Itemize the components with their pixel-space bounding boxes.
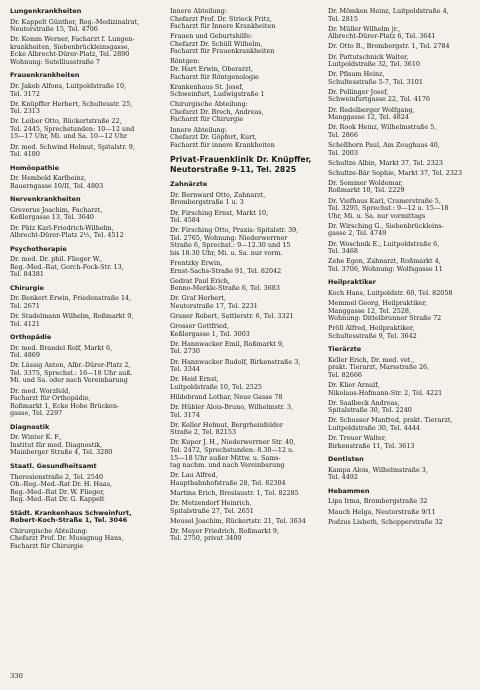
directory-entry xyxy=(170,192,320,207)
entry-line: Facharzt für Chirurgie xyxy=(10,541,84,550)
section-heading xyxy=(10,8,160,16)
directory-entry xyxy=(10,83,160,98)
directory-entry xyxy=(170,341,320,356)
section-subtitle: Robert-Koch-Straße 1, Tel. 3046 xyxy=(10,516,128,525)
entry-line: tag nachm. und nach Vereinbarung xyxy=(170,461,285,470)
entry-line: Keller Erich, Dr. med. vet., xyxy=(328,355,415,364)
entry-line: Dr. Jakob Alfons, Luitpoldstraße 10, xyxy=(10,81,127,90)
entry-line: Chefarzt Dr. Schüll Wilhelm, xyxy=(170,39,263,48)
entry-line: Dr. Pollinger Josef, xyxy=(328,87,389,96)
section-title: Psychotherapie xyxy=(10,244,67,253)
entry-line: Facharzt für Orthopädie, xyxy=(10,394,91,403)
entry-line: Tel. 2730 xyxy=(170,347,200,356)
entry-line: Tel. 3706, Wohnung: Wolfsgasse 11 xyxy=(328,264,443,273)
entry-line: Reg.-Med.-Rat Dr. W. Flieger, xyxy=(10,487,105,496)
entry-line: Chefarzt Dr. Göpfert, Kurt, xyxy=(170,133,257,142)
entry-line: Facharzt für Röntgenologie xyxy=(170,72,259,81)
entry-line: Roßmarkt 1, Ecke Hohe Brücken- xyxy=(10,401,120,410)
entry-line: Facharzt für Innere Krankheiten xyxy=(170,22,276,31)
entry-line: Schultze Albin, Markt 37, Tel. 2323 xyxy=(328,158,443,167)
entry-line: Dr. Redelberger Wolfgang, xyxy=(328,105,415,114)
entry-line: Neutorstraße 15, Tel. 4706 xyxy=(10,25,98,34)
directory-entry xyxy=(328,417,478,432)
section-title: Chirurgie xyxy=(10,283,44,292)
entry-line: Dr. Müller Wilhelm jr., xyxy=(328,24,401,33)
entry-line: Schellhorn Paul, Am Zeughaus 40, xyxy=(328,140,440,149)
section-title: Diagnostik xyxy=(10,422,50,431)
directory-entry xyxy=(10,175,160,190)
entry-line: Chirurgische Abteilung: xyxy=(10,526,88,535)
section-heading xyxy=(328,456,478,464)
entry-line: Manggasse 12, Tel. 4824 xyxy=(328,113,409,122)
entry-line: Dr. Graf Herbert, xyxy=(170,294,226,303)
column-left xyxy=(10,8,160,553)
section-heading xyxy=(170,155,320,174)
directory-entry xyxy=(10,118,160,141)
entry-line: Schultesstraße 5-7, Tel. 3101 xyxy=(328,77,423,86)
directory-entry xyxy=(328,400,478,415)
entry-line: Schweinfurt, Ludwigstraße 1 xyxy=(170,90,265,99)
section-heading xyxy=(328,488,478,496)
directory-entry xyxy=(170,422,320,437)
directory-entry xyxy=(170,101,320,124)
entry-line: Hauptbahnhofstraße 28, Tel. 82304 xyxy=(170,478,286,487)
section-heading xyxy=(10,510,160,525)
directory-entry xyxy=(328,435,478,450)
directory-entry xyxy=(328,382,478,397)
directory-entry xyxy=(170,404,320,419)
column-middle xyxy=(170,8,320,546)
entry-line: Tel. 84381 xyxy=(10,270,44,279)
section-title: Heilpraktiker xyxy=(328,278,376,287)
entry-line: Tel. 82666 xyxy=(328,370,362,379)
entry-line: Keßlergasse 13, Tel. 3640 xyxy=(10,213,94,222)
entry-line: Tel. 3174 xyxy=(170,410,200,419)
directory-entry xyxy=(170,518,320,526)
entry-line: Luitpoldstraße 32, Tel. 3610 xyxy=(328,60,420,69)
entry-line: Röntgen: xyxy=(170,57,200,66)
entry-line: Neutorstraße 17, Tel. 2231 xyxy=(170,301,258,310)
entry-line: Dr. Komm Werner, Facharzt f. Lungen- xyxy=(10,35,135,44)
entry-line: Grosser Gottfried, xyxy=(170,322,229,331)
entry-line: Tel. 2815 xyxy=(328,14,358,23)
directory-entry xyxy=(170,58,320,81)
entry-line: Bauerngasse 10/II, Tel. 4803 xyxy=(10,181,104,190)
directory-entry xyxy=(170,500,320,515)
directory-entry xyxy=(10,528,160,551)
entry-line: Krankenhaus St. Josef, xyxy=(170,82,244,91)
directory-entry xyxy=(328,107,478,122)
entry-line: Schultze-Bär Sophie, Markt 37, Tel. 2323 xyxy=(328,168,463,177)
entry-line: Roßmarkt 10, Tel. 2229 xyxy=(328,186,405,195)
entry-line: Pröll Alfred, Heilpraktiker, xyxy=(328,324,415,333)
entry-line: Dr. Winter K. F., xyxy=(10,433,62,442)
entry-line: Benno-Merkle-Straße 6, Tel. 3683 xyxy=(170,284,280,293)
entry-line: Tel. 3468 xyxy=(328,247,358,256)
page-number: 330 xyxy=(10,672,23,680)
entry-line: Dr. Kuper J. H., Niederwerrner Str. 40, xyxy=(170,438,296,447)
directory-entry xyxy=(170,260,320,275)
entry-line: Tel. 3344 xyxy=(170,365,200,374)
directory-entry xyxy=(328,467,478,482)
entry-line: Manggasse 12, Tel. 2528, xyxy=(328,306,411,315)
entry-line: Lipa Irma, Brombergstraße 32 xyxy=(328,497,428,506)
section-title: Städt. Krankenhaus Schweinfurt, xyxy=(10,508,132,517)
entry-line: Uhr, Mi. u. Sa. nur vormittags xyxy=(328,211,426,220)
directory-entry xyxy=(328,509,478,517)
entry-line: Tel. 3375, Sprechst.: 16—18 Uhr auß. xyxy=(10,368,133,377)
entry-line: Chefarzt Dr. Brech, Andreas, xyxy=(170,107,264,116)
entry-line: Dr. Pfisum Heinz, xyxy=(328,70,385,79)
entry-line: Tel. 2003 xyxy=(328,148,358,157)
directory-entry xyxy=(328,89,478,104)
directory-entry xyxy=(328,180,478,195)
entry-line: Mi. und Sa. oder nach Vereinbarung xyxy=(10,376,128,385)
entry-line: Dr. Sommer Woldemar, xyxy=(328,178,403,187)
entry-line: Straße 2, Tel. 82153 xyxy=(170,428,237,437)
entry-line: Reg.-Med.-Rat Dr. G. Kappelt xyxy=(10,495,105,504)
directory-entry xyxy=(170,295,320,310)
directory-entry xyxy=(328,357,478,380)
entry-line: Dr. Knüpffer Herbert, Schultesstr. 25, xyxy=(10,99,133,108)
entry-line: Dr. Treuer Walter, xyxy=(328,434,387,443)
entry-line: Spitalstraße 30, Tel. 2240 xyxy=(328,406,412,415)
entry-line: Ecke Albrecht-Dürer-Platz, Tel. 2890 xyxy=(10,50,130,59)
entry-line: Graner Robert, Sattlerstr. 6, Tel. 3321 xyxy=(170,312,294,321)
entry-line: Dr. Otto B., Brombergstr. 1, Tel. 2784 xyxy=(328,42,450,51)
entry-line: Dr. Pätz Karl-Friedrich-Wilhelm, xyxy=(10,223,114,232)
entry-line: Dr. Benkert Erwin, Friedenstraße 14, xyxy=(10,294,132,303)
entry-line: Dr. Hembold Karlheinz, xyxy=(10,174,87,183)
entry-line: Nikolaus-Hofmann-Str. 2, Tel. 4221 xyxy=(328,388,443,397)
entry-line: Greverus Joachim, Facharzt, xyxy=(10,205,103,214)
directory-entry xyxy=(328,241,478,256)
directory-entry xyxy=(170,394,320,402)
entry-line: prakt. Tierarzt, Marsstraße 26, xyxy=(328,363,430,372)
entry-line: Facharzt für Chirurgie xyxy=(170,115,244,124)
entry-line: Chefarzt Prof. Dr. Strieck Fritz, xyxy=(170,14,272,23)
entry-line: Dr. Leiber Otto, Rückertstraße 22, xyxy=(10,117,122,126)
section-subtitle: Neutorstraße 9-11, Tel. 2825 xyxy=(170,164,297,174)
entry-line: Dr. Klier Arnulf, xyxy=(328,381,380,390)
directory-entry xyxy=(10,295,160,310)
entry-line: Theresienstraße 2, Tel. 2540 xyxy=(10,472,104,481)
entry-line: Albrecht-Dürer-Platz 6, Tel. 3641 xyxy=(328,32,436,41)
directory-entry xyxy=(328,26,478,41)
entry-line: Dr. Hannwacker Rudolf, Birkenstraße 3, xyxy=(170,357,301,366)
entry-line: Dr. Mömken Heinz, Luitpoldstraße 4, xyxy=(328,7,449,15)
directory-entry xyxy=(328,160,478,168)
directory-entry xyxy=(10,388,160,418)
section-heading xyxy=(10,334,160,342)
entry-line: Gedrat Paul Erich, xyxy=(170,276,230,285)
entry-line: Dr. Hannwacker Emil, Roßmarkt 9, xyxy=(170,339,285,348)
entry-line: Dr. Meyer Friedrich, Roßmarkt 9, xyxy=(170,526,280,535)
entry-line: Podzus Lisbeth, Schopperstraße 32 xyxy=(328,517,443,526)
directory-entry xyxy=(328,124,478,139)
section-title: Homöopathie xyxy=(10,163,60,172)
entry-line: Dr. Viefhaus Karl, Cramerstraße 5, xyxy=(328,196,441,205)
section-title: Zahnärzte xyxy=(170,180,208,189)
directory-entry xyxy=(328,519,478,527)
directory-entry xyxy=(328,170,478,178)
directory-entry xyxy=(170,84,320,99)
section-title: Frauenkrankheiten xyxy=(10,71,80,80)
directory-entry xyxy=(328,198,478,221)
entry-line: Dr. med. Brandel Rolf, Markt 6, xyxy=(10,343,113,352)
directory-entry xyxy=(328,325,478,340)
entry-line: Dr. Saalbeck Andreas, xyxy=(328,398,400,407)
entry-line: Frauen und Geburtshilfe: xyxy=(170,32,253,41)
entry-line: Dr. med. Dr. phil. Flieger W., xyxy=(10,255,103,264)
entry-line: Memmel Georg, Heilpraktiker, xyxy=(328,299,428,307)
entry-line: Dr. Pattutschnick Walter, xyxy=(328,52,409,61)
directory-entry xyxy=(328,290,478,298)
directory-entry xyxy=(328,8,478,23)
directory-entry xyxy=(328,71,478,86)
section-title: Dentisten xyxy=(328,455,364,464)
section-heading xyxy=(328,279,478,287)
entry-line: Dr. med. Worzfeld, xyxy=(10,386,71,395)
directory-entry xyxy=(170,313,320,321)
entry-line: Dr. Rook Heinz, Wilhelmstraße 5, xyxy=(328,123,437,132)
entry-line: Zehe Egon, Zahnarzt, Roßmarkt 4, xyxy=(328,257,441,266)
entry-line: Ernst-Sachs-Straße 91, Tel. 82042 xyxy=(170,266,282,275)
directory-entry xyxy=(10,362,160,385)
entry-line: Dr. Woschnik E., Luitpoldstraße 6, xyxy=(328,239,440,248)
entry-line: Wohnung: Sutelliusstraße 7 xyxy=(10,57,100,66)
directory-entry xyxy=(170,323,320,338)
entry-line: Tel. 2866 xyxy=(328,130,358,139)
entry-line: Mauch Helga, Neutorstraße 9/11 xyxy=(328,507,436,516)
entry-line: Tel. 2671 xyxy=(10,301,40,310)
entry-line: Keßlergasse 1, Tel. 3003 xyxy=(170,329,250,338)
section-heading xyxy=(10,424,160,432)
directory-entry xyxy=(328,498,478,506)
entry-line: Birkenstraße 11, Tel. 3613 xyxy=(328,441,415,450)
directory-entry xyxy=(10,434,160,457)
entry-line: Dr. Lässig Anton, Albr.-Dürer-Platz 2, xyxy=(10,361,131,370)
directory-entry xyxy=(170,33,320,56)
section-heading xyxy=(10,285,160,293)
entry-line: Schweinfurtgasse 22, Tel. 4176 xyxy=(328,95,430,104)
entry-line: Dr. Metzendorf Heinrich, xyxy=(170,499,252,508)
directory-entry xyxy=(10,313,160,328)
directory-entry xyxy=(10,345,160,360)
entry-line: Schultesstraße 9, Tel. 3642 xyxy=(328,331,417,340)
entry-line: Tel. 2765, Wohnung: Niederwerrner xyxy=(170,233,288,242)
entry-line: Dr. Firsching Otto, Praxis: Spitalstr. 39, xyxy=(170,226,299,235)
entry-line: Chefarzt Prof. Dr. Mussgnug Hans, xyxy=(10,534,124,543)
entry-line: 15—17 Uhr, Mi. und Sa. 10—12 Uhr xyxy=(10,132,128,141)
entry-line: Dr. Firsching Ernst, Markt 10, xyxy=(170,208,269,217)
entry-line: Dr. Heid Ernst, xyxy=(170,375,219,384)
entry-line: Dr. Stadelmann Wilhelm, Roßmarkt 9, xyxy=(10,312,134,321)
entry-line: Tel. 3295, Sprechst.: 9—12 u. 15—18 xyxy=(328,204,449,213)
section-heading xyxy=(10,246,160,254)
directory-entry xyxy=(328,142,478,157)
entry-line: Tel. 4121 xyxy=(10,319,40,328)
directory-entry xyxy=(170,127,320,150)
directory-entry xyxy=(328,43,478,51)
entry-line: bis 18.30 Uhr, Mi. u. Sa. nur vorm. xyxy=(170,248,283,257)
directory-entry xyxy=(170,472,320,487)
entry-line: Albrecht-Dürer-Platz 2½, Tel. 4512 xyxy=(10,231,124,240)
entry-line: Reg.-Med.-Rat, Gorch-Fock-Str. 13, xyxy=(10,262,124,271)
entry-line: Facharzt für innere Krankheiten xyxy=(170,140,275,149)
entry-line: Luitpoldstraße 30, Tel. 4444 xyxy=(328,424,420,433)
directory-entry xyxy=(170,376,320,391)
section-title: Staatl. Gesundheitsamt xyxy=(10,462,97,470)
entry-line: 15—18 Uhr außer Mittw. u. Sams- xyxy=(170,453,281,462)
section-heading xyxy=(328,346,478,354)
entry-line: Tel. 2445, Sprechstunden: 10—12 und xyxy=(10,124,135,133)
section-title: Privat-Frauenklinik Dr. Knüpffer, xyxy=(170,155,312,165)
directory-entry xyxy=(10,36,160,66)
entry-line: Institut für med. Diagnostik, xyxy=(10,440,103,449)
entry-line: Mainberger Straße 4, Tel. 3280 xyxy=(10,448,113,457)
entry-line: Meusel Joachim, Rückertstr. 21, Tel. 3634 xyxy=(170,516,306,525)
entry-line: Straße 6, Sprechst.: 9—12.30 und 15 xyxy=(170,241,291,250)
entry-line: Chirurgische Abteilung: xyxy=(170,100,248,109)
column-right xyxy=(328,8,478,529)
directory-entry xyxy=(170,210,320,225)
directory-entry xyxy=(170,490,320,498)
entry-line: Dr. Lau Alfred, xyxy=(170,471,218,480)
directory-entry xyxy=(10,144,160,159)
directory-entry xyxy=(170,528,320,543)
directory-entry xyxy=(10,101,160,116)
section-heading xyxy=(10,196,160,204)
entry-line: Tel. 4584 xyxy=(170,216,200,225)
entry-line: Tel. 2313 xyxy=(10,107,40,116)
directory-entry xyxy=(170,439,320,469)
directory-entry xyxy=(10,19,160,34)
entry-line: Tel. 3172 xyxy=(10,89,40,98)
entry-line: Hildebrand Lothar, Neue Gasse 78 xyxy=(170,392,283,401)
directory-entry xyxy=(328,54,478,69)
section-title: Tierärzte xyxy=(328,345,362,354)
entry-line: Tel. 4492 xyxy=(328,473,358,482)
entry-line: Dr. Bernward Otto, Zahnarzt, xyxy=(170,190,266,199)
directory-entry xyxy=(10,207,160,222)
entry-line: Dr. Schusser Manfred, prakt. Tierarzt, xyxy=(328,416,453,425)
section-heading xyxy=(10,463,160,471)
directory-entry xyxy=(328,258,478,273)
directory-entry xyxy=(170,359,320,374)
entry-line: Facharzt für Frauenkrankheiten xyxy=(170,47,275,56)
entry-line: Ob.-Reg.-Med.-Rat Dr. H. Haas, xyxy=(10,480,113,489)
entry-line: Tel. 2472, Sprechstunden: 8.30—12 u. xyxy=(170,445,295,454)
entry-line: Innere Abteilung: xyxy=(170,125,228,134)
entry-line: Koch Hans, Luitpoldstr. 60, Tel. 82058 xyxy=(328,288,453,297)
entry-line: Dr. Hübler Alois-Bruno, Wilhelmstr. 3, xyxy=(170,403,294,412)
entry-line: gasse, Tel. 2297 xyxy=(10,409,63,418)
entry-line: Dr. Kappelt Günther, Reg.-Medizinalrat, xyxy=(10,17,140,26)
section-title: Hebammen xyxy=(328,486,370,495)
section-title: Lungenkrankheiten xyxy=(10,7,82,15)
entry-line: Tel. 4869 xyxy=(10,351,40,360)
section-title: Nervenkrankheiten xyxy=(10,195,81,204)
entry-line: Luitpoldstraße 10, Tel. 2525 xyxy=(170,382,262,391)
directory-entry xyxy=(10,256,160,279)
entry-line: Innere Abteilung: xyxy=(170,7,228,15)
entry-line: Dr. Hart Erwin, Oberarzt, xyxy=(170,65,253,74)
directory-entry xyxy=(170,227,320,257)
directory-entry xyxy=(170,278,320,293)
entry-line: Dr. med. Schwind Helmut, Spitalstr. 9, xyxy=(10,142,135,151)
entry-line: Spitalstraße 27, Tel. 2651 xyxy=(170,506,254,515)
entry-line: Martina Erich, Breslaustr. 1, Tel. 82285 xyxy=(170,488,299,497)
entry-line: Dr. Wirsching G., Siebenbrückleins- xyxy=(328,221,444,230)
section-heading xyxy=(170,181,320,189)
section-title: Orthopädie xyxy=(10,333,52,342)
entry-line: gasse 2, Tel. 4749 xyxy=(328,229,387,238)
directory-entry xyxy=(10,474,160,504)
entry-line: Tel. 2750, privat 3400 xyxy=(170,534,242,543)
entry-line: krankheiten, Siebenbrückleinsgasse, xyxy=(10,42,130,51)
directory-entry xyxy=(10,225,160,240)
directory-entry xyxy=(328,300,478,323)
entry-line: Kampa Alois, Wilhelmstraße 3, xyxy=(328,465,428,474)
section-heading xyxy=(10,72,160,80)
entry-line: Tel. 4180 xyxy=(10,150,40,159)
entry-line: Wohnung: Dittelbrunner Straße 72 xyxy=(328,314,442,323)
entry-line: Brombergstraße 1 u. 3 xyxy=(170,198,244,207)
section-heading xyxy=(10,165,160,173)
entry-line: Dr. Keller Helmut, Bergrheinfelder xyxy=(170,420,283,429)
entry-line: Frentzky Erwin, xyxy=(170,258,223,267)
directory-entry xyxy=(170,8,320,31)
directory-entry xyxy=(328,223,478,238)
